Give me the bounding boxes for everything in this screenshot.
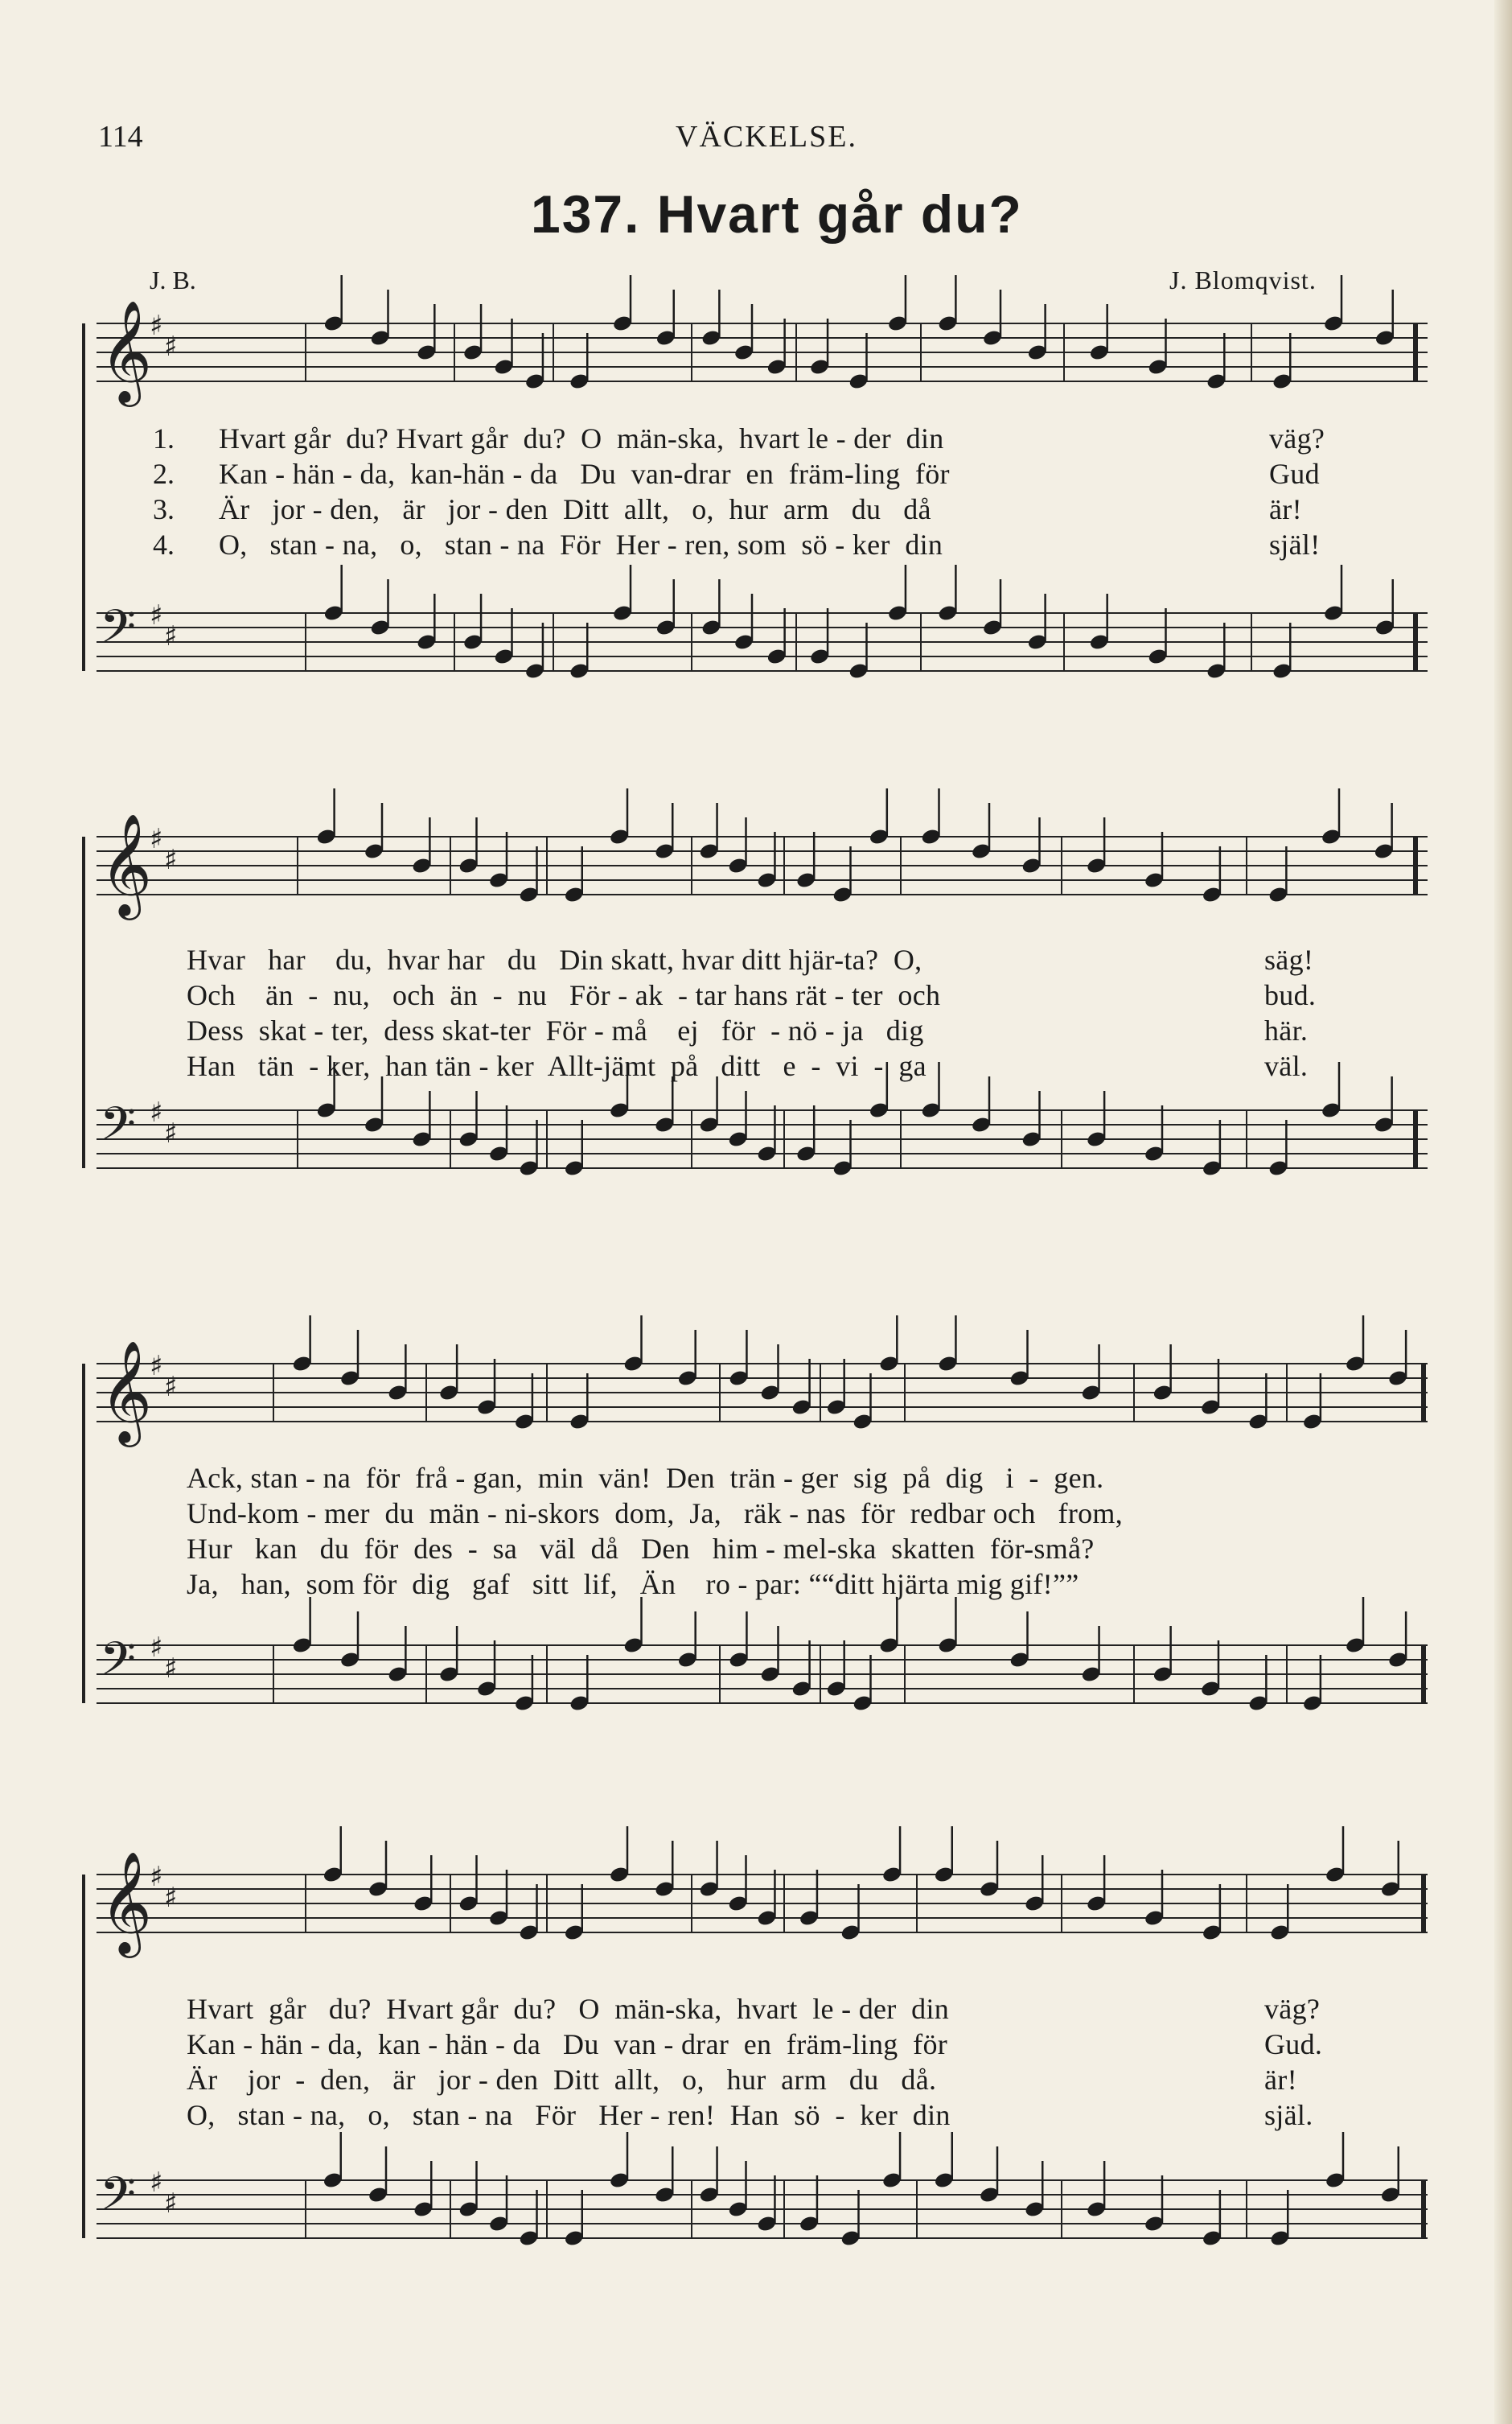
sharp-icon: ♯ [150, 1632, 163, 1664]
lyric-line: O, stan - na, o, stan - na För Her - ren, som sö - ker din [219, 529, 943, 561]
lyric-ending: själ! [1269, 529, 1321, 561]
lyric-ending: väg? [1269, 422, 1325, 455]
treble-clef-icon: 𝄞 [100, 813, 153, 916]
bass-clef-icon: 𝄢 [100, 2167, 137, 2233]
sharp-icon: ♯ [164, 844, 178, 876]
lyric-line: Hvart går du? Hvart går du? O män-ska, hvart le - der din [187, 1993, 950, 2025]
sharp-icon: ♯ [150, 1097, 163, 1129]
treble-clef-icon: 𝄞 [100, 299, 153, 402]
lyric-ending: väg? [1264, 1993, 1321, 2025]
lyric-line: Hur kan du för des - sa väl då Den him - mel-ska skatten för-små? [187, 1533, 1095, 1565]
sharp-icon: ♯ [164, 2187, 178, 2220]
sharp-icon: ♯ [150, 1861, 163, 1893]
lyric-line: Är jor - den, är jor - den Ditt allt, o, hur arm du då. [187, 2064, 937, 2096]
lyric-line: Ja, han, som för dig gaf sitt lif, Än ro - par: ““ditt hjärta mig gif!”” [187, 1568, 1079, 1600]
bass-clef-icon: 𝄢 [100, 599, 137, 665]
running-head: VÄCKELSE. [676, 120, 857, 154]
treble-clef-icon: 𝄞 [100, 1850, 153, 1953]
verse-number: 4. [153, 529, 175, 561]
lyric-ending: är! [1269, 493, 1302, 525]
lyric-line: Kan - hän - da, kan - hän - da Du van - drar en främ-ling för [187, 2028, 948, 2060]
lyric-line: Und-kom - mer du män - ni-skors dom, Ja, räk - nas för redbar och from, [187, 1497, 1124, 1529]
verse-number: 3. [153, 493, 175, 525]
lyric-line: Dess skat - ter, dess skat-ter För - må ej för - nö - ja dig [187, 1014, 924, 1047]
lyric-ending: Gud [1269, 458, 1320, 490]
lyric-line: Ack, stan - na för frå - gan, min vän! Den trän - ger sig på dig i - gen. [187, 1462, 1104, 1494]
lyric-line: Hvart går du? Hvart går du? O män-ska, hvart le - der din [219, 422, 944, 455]
sharp-icon: ♯ [150, 310, 163, 342]
sharp-icon: ♯ [164, 331, 178, 363]
treble-clef-icon: 𝄞 [100, 1340, 153, 1442]
sharp-icon: ♯ [150, 823, 163, 855]
sharp-icon: ♯ [164, 620, 178, 652]
lyric-ending: säg! [1264, 944, 1314, 976]
lyric-line: Är jor - den, är jor - den Ditt allt, o, hur arm du då [219, 493, 931, 525]
lyric-ending: Gud. [1264, 2028, 1323, 2060]
composer-credit: J. Blomqvist. [1169, 265, 1317, 294]
bass-clef-icon: 𝄢 [100, 1097, 137, 1163]
verse-number: 1. [153, 422, 175, 455]
sharp-icon: ♯ [150, 599, 163, 632]
sharp-icon: ♯ [150, 1350, 163, 1382]
hymn-title: 137. Hvart går du? [531, 184, 1023, 244]
lyric-line: Kan - hän - da, kan-hän - da Du van-drar en främ-ling för [219, 458, 950, 490]
lyric-ending: är! [1264, 2064, 1297, 2096]
sharp-icon: ♯ [164, 1117, 178, 1150]
lyric-line: Och än - nu, och än - nu För - ak - tar hans rät - ter och [187, 979, 941, 1011]
lyric-line: Hvar har du, hvar har du Din skatt, hvar ditt hjär-ta? O, [187, 944, 922, 976]
page-number: 114 [98, 120, 143, 154]
sharp-icon: ♯ [164, 1652, 178, 1685]
verse-number: 2. [153, 458, 175, 490]
lyric-ending: bud. [1264, 979, 1317, 1011]
lyric-ending: här. [1264, 1014, 1309, 1047]
sharp-icon: ♯ [150, 2167, 163, 2199]
lyricist-credit: J. B. [150, 265, 196, 294]
sharp-icon: ♯ [164, 1882, 178, 1914]
lyric-line: O, stan - na, o, stan - na För Her - ren! Han sö - ker din [187, 2099, 951, 2131]
lyric-ending: väl. [1264, 1050, 1309, 1082]
lyric-line: Han tän - ker, han tän - ker Allt-jämt på ditt e - vi - ga [187, 1050, 927, 1082]
sharp-icon: ♯ [164, 1371, 178, 1403]
lyric-ending: själ. [1264, 2099, 1313, 2131]
bass-clef-icon: 𝄢 [100, 1632, 137, 1698]
